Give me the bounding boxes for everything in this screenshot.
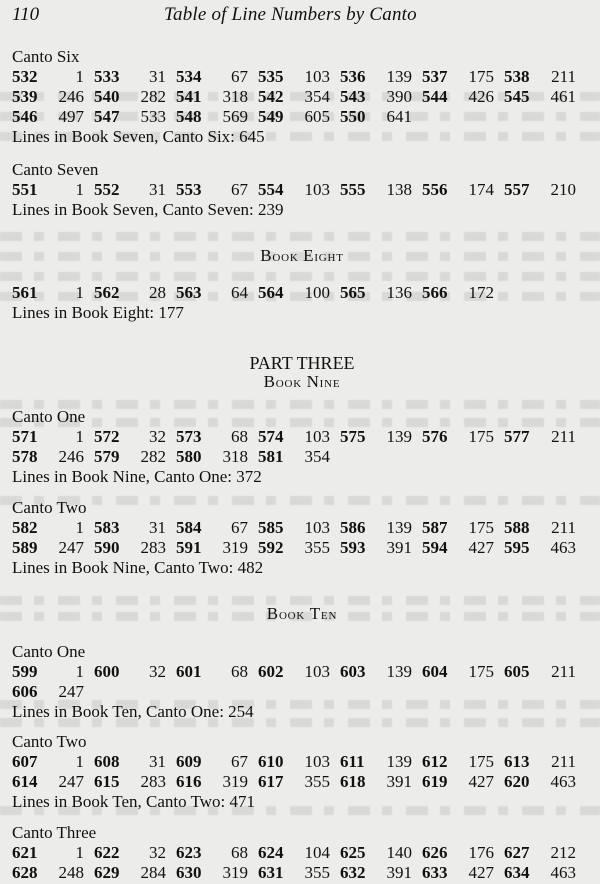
poem-line-value: 248 — [58, 863, 84, 882]
poem-line-value: 64 — [231, 283, 248, 302]
poem-line-value: 67 — [231, 67, 248, 86]
canto-line-number: 586 — [340, 518, 366, 537]
canto-line-number: 572 — [94, 427, 120, 446]
canto-line-number: 610 — [258, 752, 284, 771]
canto-line-number: 613 — [504, 752, 530, 771]
canto-line-number: 561 — [12, 283, 38, 302]
poem-line-value: 533 — [140, 107, 166, 126]
canto-line-number: 534 — [176, 67, 202, 86]
canto-line-number: 557 — [504, 180, 530, 199]
poem-line-value: 103 — [304, 427, 330, 446]
poem-line-value: 354 — [304, 447, 330, 466]
poem-line-value: 103 — [304, 662, 330, 681]
poem-line-value: 319 — [222, 863, 248, 882]
canto-line-number: 579 — [94, 447, 120, 466]
show-through-line — [0, 496, 600, 505]
poem-line-value: 31 — [149, 752, 166, 771]
poem-line-value: 136 — [386, 283, 412, 302]
canto-heading: Canto Seven — [12, 160, 99, 179]
canto-line-number: 616 — [176, 772, 202, 791]
poem-line-value: 210 — [550, 180, 576, 199]
poem-line-value: 28 — [149, 283, 166, 302]
poem-line-value: 32 — [149, 427, 166, 446]
canto-line-number: 540 — [94, 87, 120, 106]
lines-summary: Lines in Book Nine, Canto Two: 482 — [12, 558, 264, 577]
poem-line-value: 283 — [140, 772, 166, 791]
poem-line-value: 318 — [222, 447, 248, 466]
canto-line-number: 614 — [12, 772, 38, 791]
canto-line-number: 556 — [422, 180, 448, 199]
canto-line-number: 589 — [12, 538, 38, 557]
canto-heading: Canto Two — [12, 498, 87, 517]
canto-line-number: 609 — [176, 752, 202, 771]
canto-line-number: 621 — [12, 843, 38, 862]
canto-line-number: 612 — [422, 752, 448, 771]
canto-line-number: 601 — [176, 662, 202, 681]
poem-line-value: 283 — [140, 538, 166, 557]
canto-line-number: 580 — [176, 447, 202, 466]
poem-line-value: 68 — [231, 427, 248, 446]
canto-line-number: 634 — [504, 863, 530, 882]
canto-line-number: 600 — [94, 662, 120, 681]
canto-line-number: 578 — [12, 447, 38, 466]
poem-line-value: 605 — [304, 107, 330, 126]
poem-line-value: 175 — [468, 752, 494, 771]
poem-line-value: 175 — [468, 518, 494, 537]
poem-line-value: 427 — [468, 538, 494, 557]
canto-line-number: 577 — [504, 427, 530, 446]
poem-line-value: 32 — [149, 843, 166, 862]
canto-line-number: 633 — [422, 863, 448, 882]
canto-line-number: 628 — [12, 863, 38, 882]
canto-line-number: 535 — [258, 67, 284, 86]
poem-line-value: 1 — [75, 518, 84, 537]
book-heading: Book Ten — [266, 604, 338, 623]
poem-line-value: 176 — [468, 843, 494, 862]
canto-line-number: 543 — [340, 87, 366, 106]
poem-line-value: 355 — [304, 863, 330, 882]
poem-line-value: 355 — [304, 538, 330, 557]
lines-summary: Lines in Book Seven, Canto Six: 645 — [12, 127, 265, 146]
canto-line-number: 595 — [504, 538, 530, 557]
canto-line-number: 626 — [422, 843, 448, 862]
poem-line-value: 641 — [386, 107, 412, 126]
canto-line-number: 533 — [94, 67, 120, 86]
canto-heading: Canto Three — [12, 823, 97, 842]
canto-line-number: 532 — [12, 67, 38, 86]
canto-line-number: 581 — [258, 447, 284, 466]
canto-line-number: 619 — [422, 772, 448, 791]
canto-line-number: 632 — [340, 863, 366, 882]
canto-heading: Canto One — [12, 407, 86, 426]
canto-line-number: 553 — [176, 180, 202, 199]
poem-line-value: 246 — [58, 447, 84, 466]
poem-line-value: 247 — [58, 682, 84, 701]
poem-line-value: 497 — [58, 107, 84, 126]
poem-line-value: 391 — [386, 772, 412, 791]
poem-line-value: 246 — [58, 87, 84, 106]
poem-line-value: 211 — [551, 752, 576, 771]
canto-line-number: 541 — [176, 87, 202, 106]
canto-line-number: 538 — [504, 67, 530, 86]
canto-line-number: 611 — [340, 752, 365, 771]
canto-line-number: 603 — [340, 662, 366, 681]
poem-line-value: 354 — [304, 87, 330, 106]
canto-line-number: 629 — [94, 863, 120, 882]
canto-line-number: 552 — [94, 180, 120, 199]
poem-line-value: 211 — [551, 518, 576, 537]
poem-line-value: 1 — [75, 67, 84, 86]
canto-line-number: 627 — [504, 843, 530, 862]
poem-line-value: 390 — [386, 87, 412, 106]
poem-line-value: 247 — [58, 772, 84, 791]
canto-line-number: 550 — [340, 107, 366, 126]
canto-line-number: 592 — [258, 538, 284, 557]
canto-line-number: 606 — [12, 682, 38, 701]
canto-line-number: 537 — [422, 67, 448, 86]
poem-line-value: 100 — [304, 283, 330, 302]
canto-line-number: 549 — [258, 107, 284, 126]
lines-summary: Lines in Book Nine, Canto One: 372 — [12, 467, 262, 486]
canto-line-number: 562 — [94, 283, 120, 302]
poem-line-value: 67 — [231, 518, 248, 537]
page-number: 110 — [12, 4, 40, 25]
poem-line-value: 175 — [468, 662, 494, 681]
poem-line-value: 175 — [468, 67, 494, 86]
poem-line-value: 463 — [550, 538, 576, 557]
show-through-line — [0, 232, 600, 241]
poem-line-value: 427 — [468, 863, 494, 882]
canto-line-number: 563 — [176, 283, 202, 302]
canto-line-number: 617 — [258, 772, 284, 791]
poem-line-value: 463 — [550, 863, 576, 882]
poem-line-value: 319 — [222, 538, 248, 557]
canto-line-number: 607 — [12, 752, 38, 771]
canto-line-number: 576 — [422, 427, 448, 446]
canto-line-number: 615 — [94, 772, 120, 791]
book-heading: Book Eight — [260, 246, 344, 265]
poem-line-value: 211 — [551, 427, 576, 446]
poem-line-value: 318 — [222, 87, 248, 106]
poem-line-value: 138 — [386, 180, 412, 199]
canto-line-number: 618 — [340, 772, 366, 791]
canto-line-number: 620 — [504, 772, 530, 791]
canto-line-number: 582 — [12, 518, 38, 537]
canto-line-number: 585 — [258, 518, 284, 537]
poem-line-value: 103 — [304, 752, 330, 771]
poem-line-value: 247 — [58, 538, 84, 557]
poem-line-value: 31 — [149, 67, 166, 86]
poem-line-value: 211 — [551, 67, 576, 86]
canto-line-number: 542 — [258, 87, 284, 106]
poem-line-value: 212 — [550, 843, 576, 862]
poem-line-value: 427 — [468, 772, 494, 791]
canto-line-number: 631 — [258, 863, 284, 882]
poem-line-value: 463 — [550, 772, 576, 791]
canto-line-number: 548 — [176, 107, 202, 126]
lines-summary: Lines in Book Ten, Canto Two: 471 — [12, 792, 256, 811]
canto-line-number: 536 — [340, 67, 366, 86]
poem-line-value: 1 — [75, 180, 84, 199]
canto-line-number: 622 — [94, 843, 120, 862]
poem-line-value: 139 — [386, 662, 412, 681]
poem-line-value: 68 — [231, 662, 248, 681]
canto-line-number: 608 — [94, 752, 120, 771]
poem-line-value: 32 — [149, 662, 166, 681]
canto-line-number: 555 — [340, 180, 366, 199]
canto-line-number: 554 — [258, 180, 284, 199]
poem-line-value: 211 — [551, 662, 576, 681]
canto-line-number: 587 — [422, 518, 448, 537]
poem-line-value: 31 — [149, 518, 166, 537]
poem-line-value: 172 — [468, 283, 494, 302]
canto-line-number: 590 — [94, 538, 120, 557]
canto-line-number: 565 — [340, 283, 366, 302]
poem-line-value: 569 — [222, 107, 248, 126]
poem-line-value: 461 — [550, 87, 576, 106]
part-heading: PART THREE — [249, 353, 355, 373]
lines-summary: Lines in Book Eight: 177 — [12, 303, 184, 322]
canto-line-number: 599 — [12, 662, 38, 681]
canto-line-number: 624 — [258, 843, 284, 862]
canto-line-number: 574 — [258, 427, 284, 446]
poem-line-value: 319 — [222, 772, 248, 791]
poem-line-value: 1 — [75, 843, 84, 862]
canto-line-number: 594 — [422, 538, 448, 557]
poem-line-value: 1 — [75, 662, 84, 681]
poem-line-value: 67 — [231, 752, 248, 771]
canto-line-number: 546 — [12, 107, 38, 126]
lines-summary: Lines in Book Ten, Canto One: 254 — [12, 702, 254, 721]
canto-line-number: 588 — [504, 518, 530, 537]
poem-line-value: 175 — [468, 427, 494, 446]
poem-line-value: 140 — [386, 843, 412, 862]
poem-line-value: 1 — [75, 283, 84, 302]
poem-line-value: 391 — [386, 863, 412, 882]
canto-line-number: 547 — [94, 107, 120, 126]
canto-line-number: 625 — [340, 843, 366, 862]
poem-line-value: 282 — [140, 87, 166, 106]
poem-line-value: 139 — [386, 67, 412, 86]
show-through-line — [0, 272, 600, 281]
poem-line-value: 139 — [386, 752, 412, 771]
poem-line-value: 103 — [304, 67, 330, 86]
poem-line-value: 139 — [386, 518, 412, 537]
poem-line-value: 282 — [140, 447, 166, 466]
canto-line-number: 573 — [176, 427, 202, 446]
canto-line-number: 575 — [340, 427, 366, 446]
canto-line-number: 584 — [176, 518, 202, 537]
canto-line-number: 551 — [12, 180, 38, 199]
running-head: Table of Line Numbers by Canto — [164, 4, 417, 25]
poem-line-value: 1 — [75, 752, 84, 771]
canto-line-number: 605 — [504, 662, 530, 681]
page-header — [12, 4, 588, 34]
poem-line-value: 426 — [468, 87, 494, 106]
canto-line-number: 604 — [422, 662, 448, 681]
poem-line-value: 1 — [75, 427, 84, 446]
show-through-line — [0, 400, 600, 409]
canto-line-number: 544 — [422, 87, 448, 106]
poem-line-value: 68 — [231, 843, 248, 862]
canto-line-number: 539 — [12, 87, 38, 106]
book-heading: Book Nine — [263, 372, 341, 391]
poem-line-value: 284 — [140, 863, 166, 882]
poem-line-value: 355 — [304, 772, 330, 791]
canto-heading: Canto One — [12, 642, 86, 661]
canto-line-number: 630 — [176, 863, 202, 882]
poem-line-value: 103 — [304, 180, 330, 199]
poem-line-value: 391 — [386, 538, 412, 557]
poem-line-value: 31 — [149, 180, 166, 199]
canto-line-number: 545 — [504, 87, 530, 106]
lines-summary: Lines in Book Seven, Canto Seven: 239 — [12, 200, 284, 219]
canto-line-number: 571 — [12, 427, 38, 446]
canto-heading: Canto Six — [12, 47, 80, 66]
canto-line-number: 591 — [176, 538, 202, 557]
canto-line-number: 566 — [422, 283, 448, 302]
poem-line-value: 67 — [231, 180, 248, 199]
canto-line-number: 564 — [258, 283, 284, 302]
poem-line-value: 103 — [304, 518, 330, 537]
canto-line-number: 602 — [258, 662, 284, 681]
canto-line-number: 623 — [176, 843, 202, 862]
poem-line-value: 104 — [304, 843, 330, 862]
canto-line-number: 593 — [340, 538, 366, 557]
poem-line-value: 174 — [468, 180, 494, 199]
canto-heading: Canto Two — [12, 732, 87, 751]
poem-line-value: 139 — [386, 427, 412, 446]
canto-line-number: 583 — [94, 518, 120, 537]
